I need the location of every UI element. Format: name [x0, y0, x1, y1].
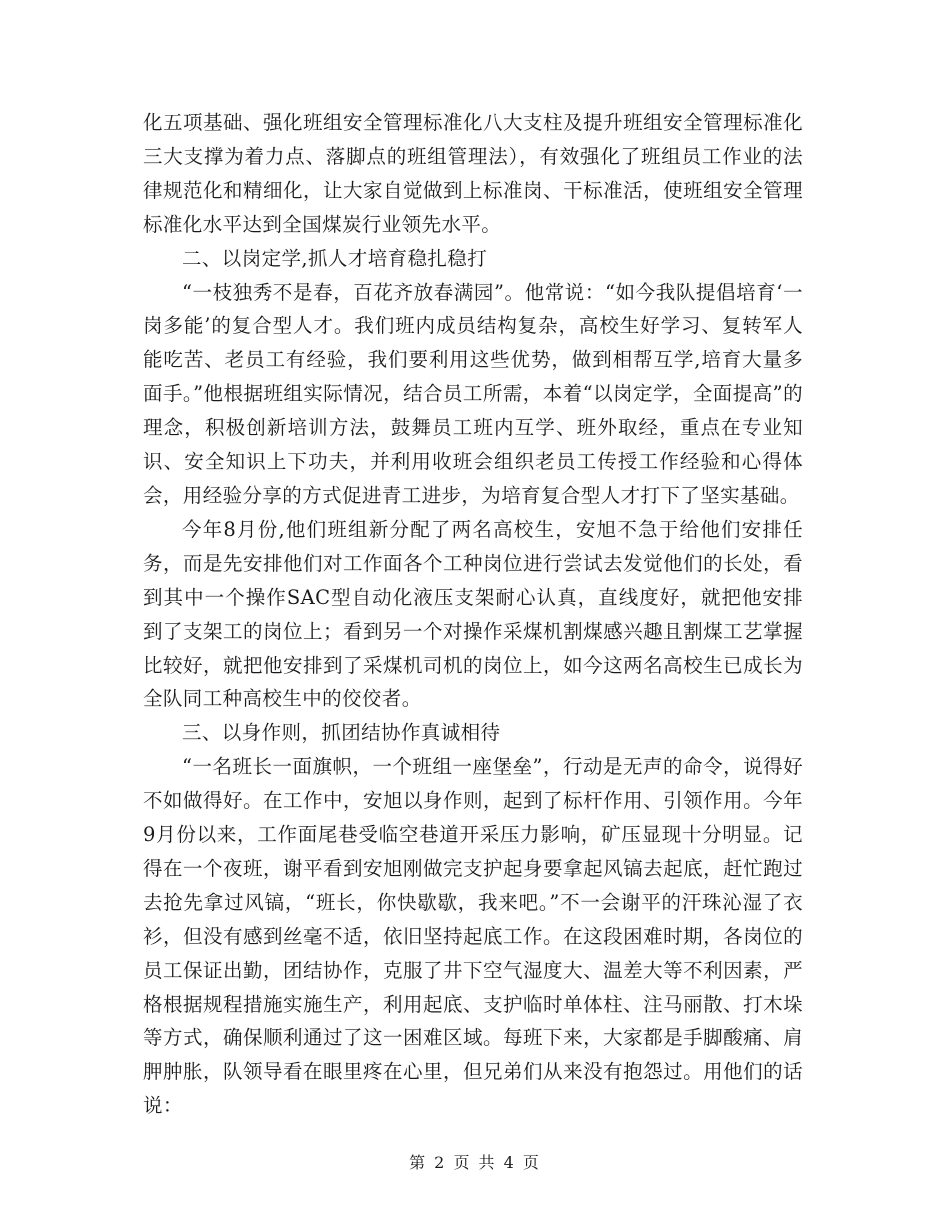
- section-heading-2: 二、以岗定学,抓人才培育稳扎稳打: [182, 246, 488, 270]
- section-heading-3: 三、以身作则，抓团结协作真诚相待: [182, 721, 501, 745]
- paragraph-graduates: 今年8月份,他们班组新分配了两名高校生，安旭不急于给他们安排任务，而是先安排他们对工作面各个工种岗位进行尝试去发觉他们的长处，看到其中一个操作SAC型自动化液压支架耐心认真，直线度好，就把他安排到了支架工的岗位上；看到另一个对操作采煤机割煤感兴趣且割煤工艺掌握比较好，就把他安排到了采煤机司机的岗位上，如今这两名高校生已成长为全队同工种高校生中的佼佼者。: [143, 517, 803, 711]
- document-body: [143, 106, 803, 1123]
- paragraph-continuation: 化五项基础、强化班组安全管理标准化八大支柱及提升班组安全管理标准化三大支撑为着力点、落脚点的班组管理法），有效强化了班组员工作业的法律规范化和精细化，让大家自觉做到上标准岗、干标准活，使班组安全管理标准化水平达到全国煤炭行业领先水平。: [143, 111, 803, 236]
- page-number-footer: 第 2 页 共 4 页: [409, 1153, 541, 1172]
- paragraph-teamwork: “一名班长一面旗帜，一个班组一座堡垒”，行动是无声的命令，说得好不如做得好。在工作中，安旭以身作则，起到了标杆作用、引领作用。今年9月份以来，工作面尾巷受临空巷道开采压力影响，矿压显现十分明显。记得在一个夜班，谢平看到安旭刚做完支护起身要拿起风镐去起底，赶忙跑过去抢先拿过风镐，“班长，你快歇歇，我来吧。”不一会谢平的汗珠沁湿了衣衫，但没有感到丝毫不适，依旧坚持起底工作。在这段困难时期，各岗位的员工保证出勤，团结协作，克服了井下空气湿度大、温差大等不利因素，严格根据规程措施实施生产，利用起底、支护临时单体柱、注马丽散、打木垛等方式，确保顺利通过了这一困难区域。每班下来，大家都是手脚酸痛、肩胛肿胀，队领导看在眼里疼在心里，但兄弟们从来没有抱怨过。用他们的话说：: [143, 755, 803, 1118]
- paragraph-talent-quote: “一枝独秀不是春，百花齐放春满园”。他常说：“如今我队提倡培育‘一岗多能’的复合型人才。我们班内成员结构复杂，高校生好学习、复转军人能吃苦、老员工有经验，我们要利用这些优势，做到相帮互学,培育大量多面手。”他根据班组实际情况，结合员工所需，本着“以岗定学，全面提高”的理念，积极创新培训方法，鼓舞员工班内互学、班外取经，重点在专业知识、安全知识上下功夫，并利用收班会组织老员工传授工作经验和心得体会，用经验分享的方式促进青工进步，为培育复合型人才打下了坚实基础。: [143, 280, 803, 507]
